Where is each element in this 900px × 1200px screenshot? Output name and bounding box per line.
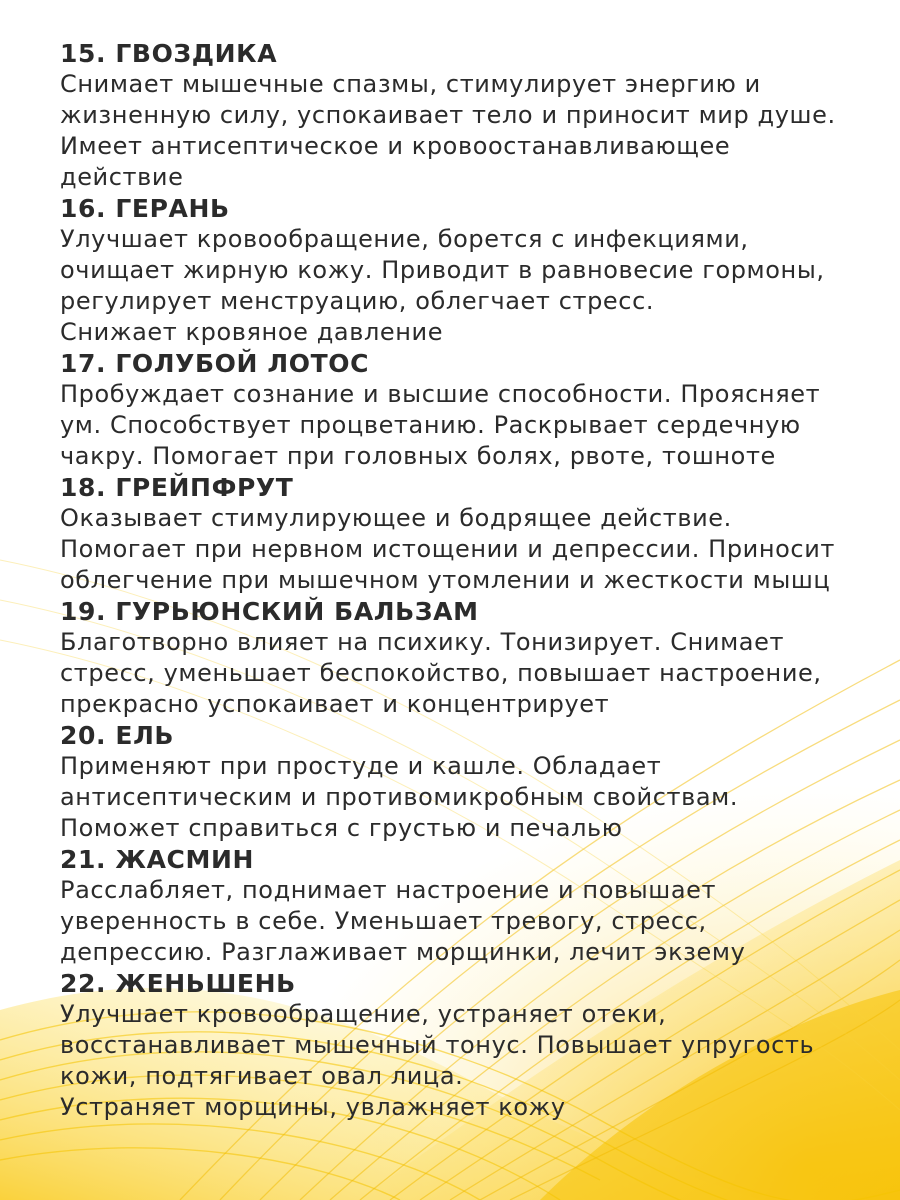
entry-title: 21. ЖАСМИН <box>60 845 255 874</box>
entry-title: 20. ЕЛЬ <box>60 721 175 750</box>
entry-text-line: депрессию. Разглаживает морщинки, лечит экзему <box>60 938 746 966</box>
entry-title: 22. ЖЕНЬШЕНЬ <box>60 969 296 998</box>
entry-text-line: антисептическим и противомикробным свойствам. <box>60 783 739 811</box>
entry-title: 17. ГОЛУБОЙ ЛОТОС <box>60 349 370 378</box>
list-item <box>60 348 880 472</box>
entry-text-line: регулирует менструацию, облегчает стресс. <box>60 287 655 315</box>
list-item <box>60 596 880 720</box>
entry-text-line: Применяют при простуде и кашле. Обладает <box>60 752 662 780</box>
entry-title: 16. ГЕРАНЬ <box>60 194 230 223</box>
list-item <box>60 38 880 193</box>
entry-text-line: кожи, подтягивает овал лица. <box>60 1062 464 1090</box>
entry-text-line: Оказывает стимулирующее и бодрящее действие. <box>60 504 732 532</box>
entry-title: 15. ГВОЗДИКА <box>60 39 278 68</box>
list-item <box>60 844 880 968</box>
entry-title: 18. ГРЕЙПФРУТ <box>60 473 294 502</box>
entry-text-line: Поможет справиться с грустью и печалью <box>60 814 623 842</box>
entry-text-line: Помогает при нервном истощении и депрессии. Приносит <box>60 535 836 563</box>
list-item <box>60 968 880 1123</box>
entry-text-line: прекрасно успокаивает и концентрирует <box>60 690 610 718</box>
list-item <box>60 720 880 844</box>
entry-text-line: Снижает кровяное давление <box>60 318 444 346</box>
entry-text-line: очищает жирную кожу. Приводит в равновесие гормоны, <box>60 256 825 284</box>
entry-text-line: Устраняет морщины, увлажняет кожу <box>60 1093 566 1121</box>
entry-text-line: Расслабляет, поднимает настроение и повышает <box>60 876 717 904</box>
entry-text-line: облегчение при мышечном утомлении и жесткости мышц <box>60 566 831 594</box>
entry-text-line: Пробуждает сознание и высшие способности. Проясняет <box>60 380 821 408</box>
entry-text-line: Улучшает кровообращение, устраняет отеки, <box>60 1000 667 1028</box>
entry-text-line: уверенность в себе. Уменьшает тревогу, стресс, <box>60 907 707 935</box>
entry-text-line: Имеет антисептическое и кровоостанавливающее <box>60 132 731 160</box>
entry-text-line: чакру. Помогает при головных болях, рвоте, тошноте <box>60 442 776 470</box>
entry-title: 19. ГУРЬЮНСКИЙ БАЛЬЗАМ <box>60 597 479 626</box>
entry-text-line: ум. Способствует процветанию. Раскрывает сердечную <box>60 411 801 439</box>
entry-text-line: восстанавливает мышечный тонус. Повышает упругость <box>60 1031 815 1059</box>
entry-text-line: жизненную силу, успокаивает тело и приносит мир душе. <box>60 101 836 129</box>
entry-text-line: Благотворно влияет на психику. Тонизирует. Снимает <box>60 628 785 656</box>
list-item <box>60 472 880 596</box>
entry-text-line: Снимает мышечные спазмы, стимулирует энергию и <box>60 70 761 98</box>
entry-text-line: стресс, уменьшает беспокойство, повышает настроение, <box>60 659 822 687</box>
entry-text-line: Улучшает кровообращение, борется с инфекциями, <box>60 225 749 253</box>
entry-text-line: действие <box>60 163 184 191</box>
oil-list <box>60 38 880 1123</box>
list-item <box>60 193 880 348</box>
